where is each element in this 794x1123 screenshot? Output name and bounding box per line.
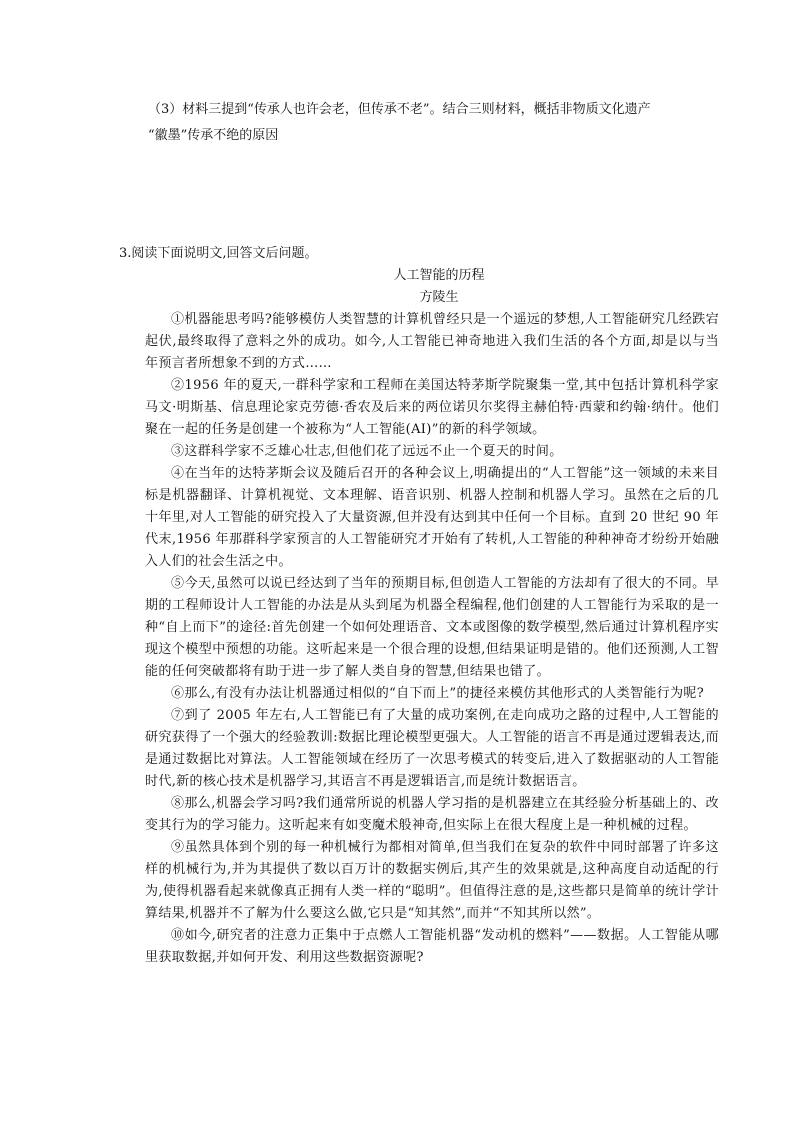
paragraph-10: ⑩如今,研究者的注意力正集中于点燃人工智能机器“发动机的燃料”——数据。人工智能从哪里获取数据,并如何开发、利用这些数据资源呢? [145,928,719,965]
paragraph-9: ⑨虽然具体到个别的每一种机械行为都相对简单,但当我们在复杂的软件中同时部署了许多这样的机械行为,并为其提供了数以百万计的数据实例后,其产生的效果就是,这种高度自动适配的行为,使得机器看起来就像真正拥有人类一样的“聪明”。但值得注意的是,这些都只是简单的统计学计算结果,机器并不了解为什么要这么做,它只是“知其然”,而并“不知其所以然”。 [145,840,719,921]
paragraph-8: ⑧那么,机器会学习吗?我们通常所说的机器人学习指的是机器建立在其经验分析基础上的、改变其行为的学习能力。这听起来有如变魔术般神奇,但实际上在很大程度上是一种机械的过程。 [145,796,719,833]
question-3-line-1: （3）材料三提到“传承人也许会老，但传承不老”。结合三则材料，概括非物质文化遗产 [148,102,651,117]
paragraph-2: ②1956 年的夏天,一群科学家和工程师在美国达特茅斯学院聚集一堂,其中包括计算机科学家马文·明斯基、信息理论家克劳德·香农及后来的两位诺贝尔奖得主赫伯特·西蒙和约翰·纳什。他们聚在一起的任务是创建一个被称为“人工智能(AI)”的新的科学领域。 [145,378,719,437]
question-3-line-2: “徽墨”传承不绝的原因 [148,128,279,143]
paragraph-4: ④在当年的达特茅斯会议及随后召开的各种会议上,明确提出的“人工智能”这一领域的未来目标是机器翻译、计算机视觉、文本理解、语音识别、机器人控制和机器人学习。虽然在之后的几十年里,对人工智能的研究投入了大量资源,但并没有达到其中任何一个目标。直到 20 世纪 90 年代末,1956 年那群科学家预言的人工智能研究才开始有了转机,人工智能的种种神奇才纷纷开始融入人们的社会生活之中。 [145,466,719,569]
paragraph-1: ①机器能思考吗?能够模仿人类智慧的计算机曾经只是一个遥远的梦想,人工智能研究几经跌宕起伏,最终取得了意料之外的成功。如今,人工智能已神奇地进入我们生活的各个方面,却是以与当年预言者所想象不到的方式…… [145,312,719,371]
paragraph-7: ⑦到了 2005 年左右,人工智能已有了大量的成功案例,在走向成功之路的过程中,人工智能的研究获得了一个强大的经验教训:数据比理论模型更强大。人工智能的语言不再是通过逻辑表达,而是通过数据比对算法。人工智能领域在经历了一次思考模式的转变后,进入了数据驱动的人工智能时代,新的核心技术是机器学习,其语言不再是逻辑语言,而是统计数据语言。 [145,708,719,789]
paragraph-3: ③这群科学家不乏雄心壮志,但他们花了远远不止一个夏天的时间。 [171,444,563,459]
paragraph-5: ⑤今天,虽然可以说已经达到了当年的预期目标,但创造人工智能的方法却有了很大的不同。早期的工程师设计人工智能的办法是从头到尾为机器全程编程,他们创建的人工智能行为采取的是一种“自上而下”的途径:首先创建一个如何处理语音、文本或图像的数学模型,然后通过计算机程序实现这个模型中预想的功能。这听起来是一个很合理的设想,但结果证明是错的。他们还预测,人工智能的任何突破都将有助于进一步了解人类自身的智慧,但结果也错了。 [145,576,719,679]
reading-section [119,243,719,969]
article-author: 方陵生 [419,290,459,305]
section-heading: 3.阅读下面说明文,回答文后问题。 [119,246,318,261]
article-body [145,309,719,969]
article-title: 人工智能的历程 [393,268,485,283]
question-3-block [148,97,714,149]
paragraph-6: ⑥那么,有没有办法让机器通过相似的“自下而上”的捷径来模仿其他形式的人类智能行为呢? [171,686,705,701]
